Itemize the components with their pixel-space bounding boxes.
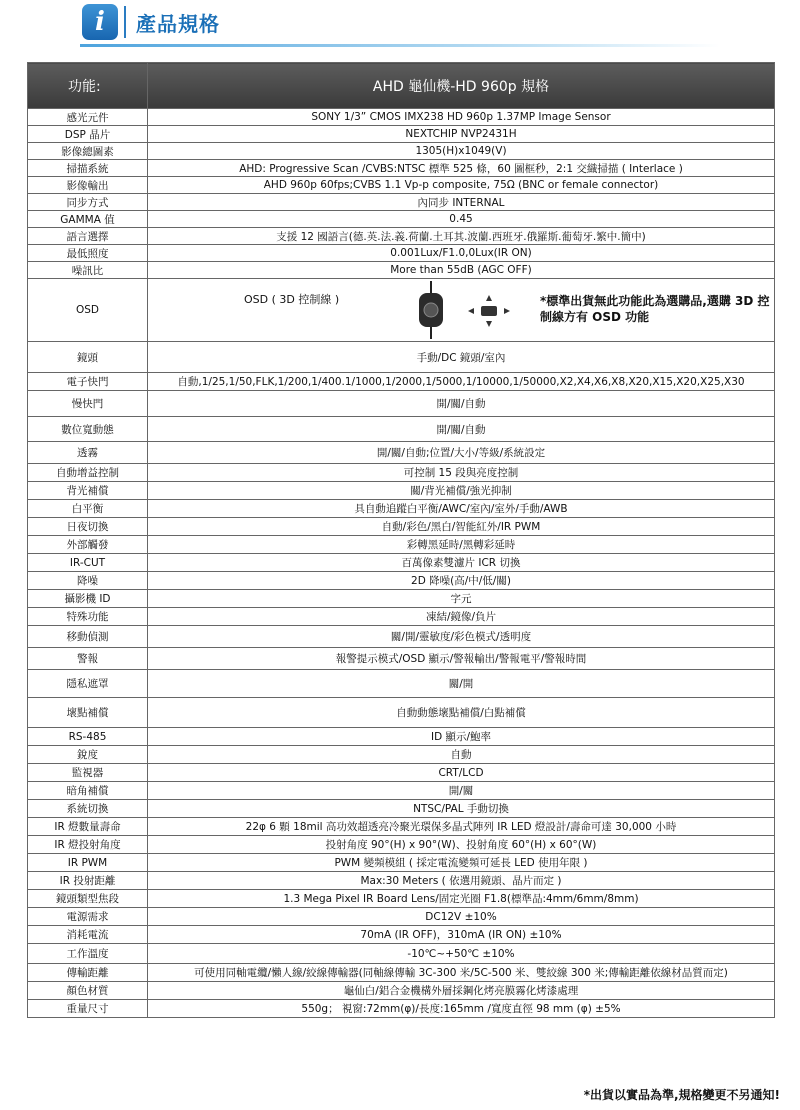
spec-label-cell: 白平衡 bbox=[28, 500, 148, 518]
spec-row bbox=[28, 626, 775, 648]
spec-label-cell: RS-485 bbox=[28, 728, 148, 746]
spec-row bbox=[28, 872, 775, 890]
spec-value-cell: 可使用同軸電纜/懶人線/絞線傳輸器(同軸線傳輸 3C-300 米/5C-500 米、雙絞線 300 米;傳輸距離依線材品質而定) bbox=[148, 964, 775, 982]
spec-value-cell: 開/關/自動 bbox=[148, 417, 775, 442]
spec-label-cell: 移動偵測 bbox=[28, 626, 148, 648]
spec-table-header-row bbox=[28, 63, 775, 109]
spec-row bbox=[28, 854, 775, 872]
spec-row bbox=[28, 245, 775, 262]
spec-value-cell: PWM 變頻模組 ( 採定電流變頻可延長 LED 使用年限 ) bbox=[148, 854, 775, 872]
spec-label-cell: 壞點補償 bbox=[28, 698, 148, 728]
spec-table bbox=[27, 62, 775, 1018]
spec-label-cell: 特殊功能 bbox=[28, 608, 148, 626]
spec-row bbox=[28, 262, 775, 279]
spec-label-cell: 電源需求 bbox=[28, 908, 148, 926]
spec-value-cell: 關/開/靈敏度/彩色模式/透明度 bbox=[148, 626, 775, 648]
spec-value-cell: 自動,1/25,1/50,FLK,1/200,1/400.1/1000,1/2000,1/5000,1/10000,1/50000,X2,X4,X6,X8,X20,X15,X20,X25,X30 bbox=[148, 373, 775, 391]
header-value-cell: AHD 龜仙機-HD 960p 規格 bbox=[148, 63, 775, 109]
spec-row bbox=[28, 177, 775, 194]
spec-label-cell: 慢快門 bbox=[28, 391, 148, 417]
spec-value-cell: 0.45 bbox=[148, 211, 775, 228]
spec-value-cell: 內同步 INTERNAL bbox=[148, 194, 775, 211]
spec-row bbox=[28, 764, 775, 782]
spec-label-cell: 背光補償 bbox=[28, 482, 148, 500]
spec-label-cell: 感光元件 bbox=[28, 109, 148, 126]
spec-value-cell: 自動動態壞點補償/白點補償 bbox=[148, 698, 775, 728]
spec-row bbox=[28, 536, 775, 554]
spec-value-cell: ID 顯示/鮑率 bbox=[148, 728, 775, 746]
spec-row bbox=[28, 482, 775, 500]
spec-row bbox=[28, 572, 775, 590]
spec-label-cell: 隱私遮罩 bbox=[28, 670, 148, 698]
spec-row bbox=[28, 746, 775, 764]
spec-label-cell: DSP 晶片 bbox=[28, 126, 148, 143]
spec-label-cell: IR-CUT bbox=[28, 554, 148, 572]
spec-value-cell: Max:30 Meters ( 依選用鏡頭、晶片而定 ) bbox=[148, 872, 775, 890]
spec-value-cell: 1305(H)x1049(V) bbox=[148, 143, 775, 160]
spec-value-cell: 22φ 6 顆 18mil 高功效超透亮冷聚光環保多晶式陣列 IR LED 燈設計/壽命可達 30,000 小時 bbox=[148, 818, 775, 836]
spec-value-cell: 報警提示模式/OSD 顯示/警報輸出/警報電平/警報時間 bbox=[148, 648, 775, 670]
spec-row bbox=[28, 391, 775, 417]
spec-value-cell: 0.001Lux/F1.0,0Lux(IR ON) bbox=[148, 245, 775, 262]
header-label-cell: 功能: bbox=[28, 63, 148, 109]
spec-row bbox=[28, 1000, 775, 1018]
spec-row bbox=[28, 908, 775, 926]
spec-table-body bbox=[28, 63, 775, 1018]
spec-label-cell: 暗角補償 bbox=[28, 782, 148, 800]
spec-row bbox=[28, 160, 775, 177]
spec-label-cell: 銳度 bbox=[28, 746, 148, 764]
spec-label-cell: 透霧 bbox=[28, 442, 148, 464]
spec-label-cell: 電子快門 bbox=[28, 373, 148, 391]
spec-row bbox=[28, 890, 775, 908]
spec-label-cell: 外部觸發 bbox=[28, 536, 148, 554]
spec-value-cell: 龜仙白/鋁合金機構外層採鋼化烤亮膜霧化烤漆處理 bbox=[148, 982, 775, 1000]
spec-value-cell: 開/關/自動 bbox=[148, 391, 775, 417]
spec-label-cell: 鏡頭 bbox=[28, 342, 148, 373]
footnote: *出貨以實品為準,規格變更不另通知! bbox=[583, 1088, 780, 1102]
spec-label-cell: 警報 bbox=[28, 648, 148, 670]
osd-note: *標準出貨無此功能此為選購品,選購 3D 控制線方有 OSD 功能 bbox=[540, 294, 770, 324]
spec-row bbox=[28, 982, 775, 1000]
spec-row bbox=[28, 698, 775, 728]
spec-value-cell: 字元 bbox=[148, 590, 775, 608]
spec-label-cell: IR 燈投射角度 bbox=[28, 836, 148, 854]
page-header bbox=[0, 0, 800, 60]
spec-label-cell: 降噪 bbox=[28, 572, 148, 590]
spec-row bbox=[28, 926, 775, 944]
spec-value-cell: DC12V ±10% bbox=[148, 908, 775, 926]
spec-row bbox=[28, 417, 775, 442]
spec-label-cell: 工作溫度 bbox=[28, 944, 148, 964]
spec-row bbox=[28, 608, 775, 626]
spec-row bbox=[28, 818, 775, 836]
spec-value-cell: 關/開 bbox=[148, 670, 775, 698]
osd-joystick-diagram-icon bbox=[466, 293, 512, 329]
spec-row bbox=[28, 126, 775, 143]
spec-row bbox=[28, 109, 775, 126]
spec-row bbox=[28, 500, 775, 518]
spec-value-cell: 70mA (IR OFF)，310mA (IR ON) ±10% bbox=[148, 926, 775, 944]
spec-value-cell: 可控制 15 段與亮度控制 bbox=[148, 464, 775, 482]
spec-row bbox=[28, 782, 775, 800]
spec-label-cell: 影像輸出 bbox=[28, 177, 148, 194]
osd-value-cell bbox=[148, 279, 775, 342]
spec-label-cell: 掃描系統 bbox=[28, 160, 148, 177]
spec-value-cell: 支援 12 國語言(德.英.法.義.荷蘭.土耳其.波蘭.西班牙.俄羅斯.葡萄牙.繁中.簡中) bbox=[148, 228, 775, 245]
spec-value-cell: NTSC/PAL 手動切換 bbox=[148, 800, 775, 818]
spec-value-cell: 彩轉黑延時/黑轉彩延時 bbox=[148, 536, 775, 554]
spec-row bbox=[28, 554, 775, 572]
osd-control-cable-icon bbox=[412, 281, 450, 339]
spec-value-cell: More than 55dB (AGC OFF) bbox=[148, 262, 775, 279]
spec-value-cell: 百萬像素雙濾片 ICR 切換 bbox=[148, 554, 775, 572]
spec-value-cell: CRT/LCD bbox=[148, 764, 775, 782]
spec-row bbox=[28, 800, 775, 818]
page-title: 產品規格 bbox=[136, 12, 220, 36]
osd-row bbox=[28, 279, 775, 342]
spec-row bbox=[28, 442, 775, 464]
spec-label-cell: 系統切換 bbox=[28, 800, 148, 818]
spec-value-cell: AHD: Progressive Scan /CVBS:NTSC 標準 525 條，60 圖框秒，2:1 交織掃描 ( Interlace ) bbox=[148, 160, 775, 177]
info-icon: i bbox=[82, 4, 118, 40]
spec-value-cell: 自動/彩色/黑白/智能紅外/IR PWM bbox=[148, 518, 775, 536]
spec-row bbox=[28, 464, 775, 482]
spec-value-cell: 手動/DC 鏡頭/室內 bbox=[148, 342, 775, 373]
header-divider bbox=[124, 6, 126, 38]
spec-row bbox=[28, 518, 775, 536]
spec-label-cell: 最低照度 bbox=[28, 245, 148, 262]
spec-row bbox=[28, 670, 775, 698]
spec-label-cell: GAMMA 值 bbox=[28, 211, 148, 228]
spec-label-cell: IR PWM bbox=[28, 854, 148, 872]
spec-value-cell: 自動 bbox=[148, 746, 775, 764]
header-underline bbox=[80, 44, 720, 47]
spec-label-cell: 顏色材質 bbox=[28, 982, 148, 1000]
spec-value-cell: -10℃~+50℃ ±10% bbox=[148, 944, 775, 964]
spec-label-cell: 語言選擇 bbox=[28, 228, 148, 245]
spec-row bbox=[28, 728, 775, 746]
spec-row bbox=[28, 964, 775, 982]
spec-label-cell: 監視器 bbox=[28, 764, 148, 782]
spec-label-cell: 自動增益控制 bbox=[28, 464, 148, 482]
spec-row bbox=[28, 648, 775, 670]
spec-row bbox=[28, 590, 775, 608]
spec-value-cell: 2D 降噪(高/中/低/關) bbox=[148, 572, 775, 590]
spec-value-cell: SONY 1/3” CMOS IMX238 HD 960p 1.37MP Image Sensor bbox=[148, 109, 775, 126]
spec-label-cell: 影像總圖素 bbox=[28, 143, 148, 160]
spec-row bbox=[28, 342, 775, 373]
spec-value-cell: 550g； 視窗:72mm(φ)/長度:165mm /寬度直徑 98 mm (φ) ±5% bbox=[148, 1000, 775, 1018]
spec-label-cell: 重量尺寸 bbox=[28, 1000, 148, 1018]
spec-value-cell: 開/關/自動;位置/大小/等級/系統設定 bbox=[148, 442, 775, 464]
osd-caption: OSD ( 3D 控制線 ) bbox=[244, 293, 340, 306]
spec-label-cell: 噪訊比 bbox=[28, 262, 148, 279]
spec-row bbox=[28, 228, 775, 245]
spec-label-cell: 消耗電流 bbox=[28, 926, 148, 944]
spec-value-cell: NEXTCHIP NVP2431H bbox=[148, 126, 775, 143]
spec-value-cell: 具自動追蹤白平衡/AWC/室內/室外/手動/AWB bbox=[148, 500, 775, 518]
spec-label-cell: 攝影機 ID bbox=[28, 590, 148, 608]
spec-row bbox=[28, 211, 775, 228]
spec-label-cell: IR 投射距離 bbox=[28, 872, 148, 890]
spec-row bbox=[28, 944, 775, 964]
spec-value-cell: 1.3 Mega Pixel IR Board Lens/固定光圈 F1.8(標準品:4mm/6mm/8mm) bbox=[148, 890, 775, 908]
spec-value-cell: 投射角度 90°(H) x 90°(W)、投射角度 60°(H) x 60°(W) bbox=[148, 836, 775, 854]
osd-label-cell: OSD bbox=[28, 279, 148, 342]
spec-row bbox=[28, 836, 775, 854]
spec-row bbox=[28, 194, 775, 211]
spec-value-cell: 凍結/鏡像/負片 bbox=[148, 608, 775, 626]
spec-row bbox=[28, 373, 775, 391]
spec-row bbox=[28, 143, 775, 160]
spec-label-cell: 數位寬動態 bbox=[28, 417, 148, 442]
spec-label-cell: 日夜切換 bbox=[28, 518, 148, 536]
spec-value-cell: AHD 960p 60fps;CVBS 1.1 Vp-p composite, 75Ω (BNC or female connector) bbox=[148, 177, 775, 194]
spec-label-cell: 鏡頭類型焦段 bbox=[28, 890, 148, 908]
spec-label-cell: 傳輸距離 bbox=[28, 964, 148, 982]
spec-value-cell: 開/關 bbox=[148, 782, 775, 800]
spec-label-cell: 同步方式 bbox=[28, 194, 148, 211]
spec-value-cell: 關/背光補償/強光抑制 bbox=[148, 482, 775, 500]
spec-label-cell: IR 燈數量壽命 bbox=[28, 818, 148, 836]
